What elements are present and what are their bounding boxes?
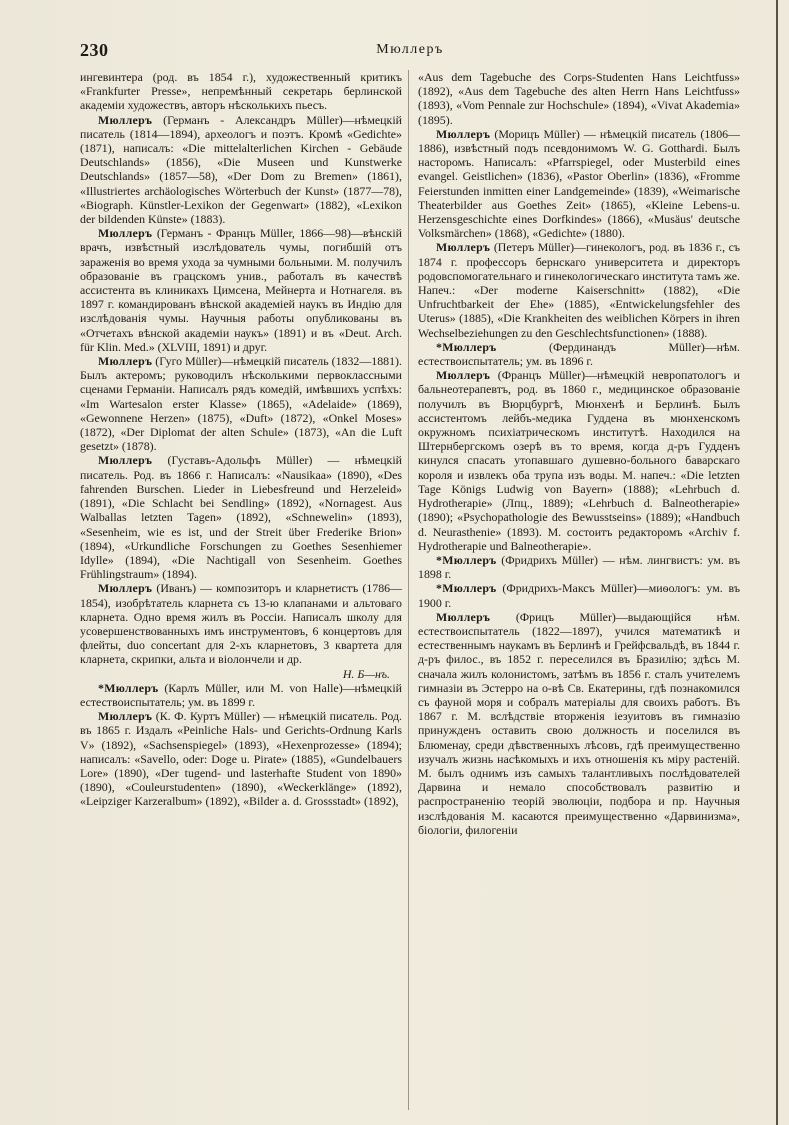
column-divider [408,70,409,1110]
page-binding-edge [776,0,778,1125]
entry-text: (Францъ Müller)—нѣмецкій невропатологъ и бальнеотерапевтъ, род. въ 1860 г., медицинское образованіе получилъ въ Вюрцбургѣ, Мюнхенѣ и Берлинѣ. Былъ ассистентомъ лейбъ-медика Гуддена въ мюнхенскомъ окружномъ психіатрическомъ институтѣ. Находился на Штернбергскомъ озерѣ въ то время, когда д-ръ Гудденъ кинулся спасать утопавшаго душевно-больного баварскаго короля и извлекъ оба трупа изъ воды. М. напеч.: «Die letzten Tage Königs Ludwig von Bayern» (1888); «Lehrbuch d. Hydrotherapie» (Лпц., 1889); «Lehrbuch d. Balneotherapie» (1890); «Psychopathologie des Bewusstseins» (1889); «Handbuch d. Neurasthenie» (1893). М. состоитъ редакторомъ «Archiv f. Hydrotherapie und Balneotherapie». [418,368,740,553]
entry-text: (Гуго Müller)—нѣмецкій писатель (1832—1881). Былъ актеромъ; руководилъ нѣсколькими первоклассными сценами Германіи. Написалъ рядъ комедій, имѣвшихъ успѣхъ: «Im Wartesalon erster Klasse» (1865), «Adelaide» (1869), «Gewonnene Herzen» (1875), «Duft» (1872), «Onkel Moses» (1872), «Der Diplomat der alten Schule» (1873), «An die Luft gesetzt» (1878). [80,354,402,454]
entry-headword: Мюллеръ [436,240,491,255]
entry-headword: Мюллеръ [98,112,153,127]
dictionary-entry [80,709,402,808]
entry-text: (Германъ - Александръ Müller)—нѣмецкій писатель (1814—1894), археологъ и поэтъ. Кромѣ «Gedichte» (1871), написалъ: «Die mittelalterlichen Kirchen - Gebäude Deutschlands» (1856), «Die Museen und Kunstwerke Deutschlands» (1857—58), «Der Dom zu Bremen» (1861), «Illustriertes archäologisches Wörterbuch der Kunst» (1877—78), «Biograph. Künstler-Lexikon der Gegenwart» (1882), «Lexikon der bildenden Künste» (1883). [80,112,402,227]
dictionary-entry [418,368,740,553]
entry-headword: *Мюллеръ [98,680,159,695]
dictionary-entry [80,226,402,354]
entry-text: (Германъ - Францъ Müller, 1866—98)—вѣнскій врачъ, извѣстный изслѣдователь чумы, погибшій отъ зараженія во время ухода за чумными больными. М. получилъ образованіе въ грацскомъ унив., работалъ въ качествѣ ассистента въ клиникахъ Цимсена, Мейнерта и Нотнагеля. въ 1897 г. командированъ вѣнской академіей наукъ въ Индію для изслѣдованія чумы. Научныя работы опубликованы въ «Отчетахъ вѣнской академіи наукъ» (1891) и въ «Deut. Arch. für Klin. Med.» (XLVIII, 1891) и друг. [80,226,402,354]
dictionary-entry [418,610,740,837]
entry-text: (Фрицъ Müller)—выдающійся нѣм. естествоиспытатель (1822—1897), учился математикѣ и естественнымъ наукамъ въ Берлинѣ и Грейфсвальдѣ, въ 1844 г. д-ръ филос., въ 1852 г. переселился въ Бразилію; здѣсь М. сначала жилъ колонистомъ, затѣмъ въ 1856 г. сталъ учителемъ гимназіи въ Эстерро на о-вѣ Св. Екатерины, гдѣ познакомился съ фауной моря и собралъ матеріалы для своихъ работъ. Въ 1867 г. М. вслѣдствіе вторженія іезуитовъ въ гимназію принужденъ оставить свою должность и поселился въ Блюменау, среди дѣвственныхъ лѣсовъ, гдѣ преимущественно изучалъ жизнь насѣкомыхъ и ихъ отношенія къ міру растеній. М. былъ однимъ изъ самыхъ талантливыхъ послѣдователей Дарвина и немало способствовалъ развитію и распространенію теорій эволюціи, подбора и пр. Научныя изслѣдованія М. касаются преимущественно «Дарвинизма», біологіи, филогеніи [418,609,740,837]
dictionary-entry [80,70,402,113]
entry-text: (Фридрихъ-Максъ Müller)—миѳологъ: ум. въ 1900 г. [418,581,740,610]
entry-headword: Мюллеръ [436,609,491,624]
dictionary-entry [418,240,740,339]
dictionary-entry [418,127,740,241]
entry-headword: Мюллеръ [98,453,153,468]
entry-text: (Фердинандъ Müller)—нѣм. естествоиспытатель; ум. въ 1896 г. [418,339,740,369]
entry-headword: *Мюллеръ [436,552,497,567]
dictionary-entry [80,354,402,453]
right-column [418,70,740,837]
dictionary-entry [418,70,740,127]
entry-text: ингевинтера (род. въ 1854 г.), художественный критикъ «Frankfurter Presse», непремѣнный секретарь берлинской академіи художествъ, авторъ нѣсколькихъ пьесъ. [80,70,402,113]
entry-headword: Мюллеръ [436,126,491,141]
author-signature: Н. Б—нъ. [342,666,390,681]
entry-headword: *Мюллеръ [436,339,497,354]
entry-text: (Иванъ) — композиторъ и кларнетистъ (1786—1854), изобрѣтатель кларнета съ 13-ю клапанами и альтоваго кларнета. Одно время жилъ въ Россіи. Написалъ школу для усовершенствованныхъ имъ инструментовъ, 6 концертовъ для флейты, duo concertant для 2-хъ кларнетовъ, 3 квартета для кларнета, скрипки, альта и віолончели и др. [80,581,402,667]
dictionary-entry [80,113,402,227]
dictionary-entry [80,453,402,581]
entry-headword: *Мюллеръ [436,581,497,596]
entry-text: (Фридрихъ Müller) — нѣм. лингвистъ: ум. въ 1898 г. [418,552,740,582]
entry-text: (Морицъ Müller) — нѣмецкій писатель (1806—1886), извѣстный подъ псевдонимомъ W. G. Gotthardi. Былъ насторомъ. Написалъ: «Pfarrspiegel, oder Musterbild eines evangel. Geistlichen» (1836), «Pastor Oberlin» (1836), «Fromme Feierstunden inmitten einer Landgemeinde» (1839), «Weimarische Theaterbilder aus Goethes Zeit» (1865), «Kleine Lebens-u. Herzensgeschichte eines Dorfkindes» (1866), «Musäus' deutsche Volksmärchen» (1868), «Gedichte» (1880). [418,126,740,241]
entry-text: (Карлъ Müller, или М. von Halle)—нѣмецкій естествоиспытатель; ум. въ 1899 г. [80,680,402,709]
dictionary-entry [80,581,402,680]
entry-text: (Петеръ Müller)—гинекологъ, род. въ 1836 г., съ 1874 г. профессоръ бернскаго университета и директоръ родовспомогательнаго и гинекологическаго института тамъ же. Напеч.: «Der moderne Kaiserschnitt» (1882), «Die Unfruchtbarkeit der Ehe» (1885), «Entwickelungsfehler des Uterus» (1885), «Die Krankheiten des weiblichen Körpers in ihren Wechselbeziehungen zu den Geschlechtsfunctionen» (1888). [418,240,740,340]
entry-text: (Густавъ-Адольфъ Müller) — нѣмецкій писатель. Род. въ 1866 г. Написалъ: «Nausikaa» (1890), «Des fahrenden Burschen. Lieder in Liebesfreund und Herzeleid» (1891), «Die Schlacht bei Sendling» (1892), «Nornagest. Aus Walballas letzten Tagen» (1892), «Schnewelin» (1893), «Sesenheim, wie es ist, und der Streit über Frederike Brion» (1894), «Urkundliche Forschungen zu Goethes Sesenhiemer Idylle» (1894), «Die Nachtigall von Sesenheim. Goethes Frühlingstraum» (1894). [80,453,402,582]
entry-headword: Мюллеръ [436,368,491,383]
page-number: 230 [80,40,109,60]
page-header [80,40,740,64]
dictionary-entry [418,340,740,368]
dictionary-entry [80,681,402,709]
dictionary-entry [418,553,740,581]
dictionary-entry [418,581,740,609]
entry-headword: Мюллеръ [98,581,153,596]
left-column [80,70,402,809]
entry-headword: Мюллеръ [98,226,153,241]
entry-headword: Мюллеръ [98,354,153,369]
entry-text: «Aus dem Tagebuche des Corps-Studenten Hans Leichtfuss» (1892), «Aus dem Tagebuche des alten Herrn Hans Leichtfuss» (1893), «Vom Pennale zur Hochschule» (1894), «Vivat Akademia» (1895). [418,70,740,127]
running-head: Мюллеръ [376,42,444,57]
entry-headword: Мюллеръ [98,709,153,724]
entry-text: (К. Ф. Куртъ Müller) — нѣмецкій писатель. Род. въ 1865 г. Издалъ «Peinliche Hals- und Gerichts-Ordnung Karls V» (1892), «Sachsenspiegel» (1893), «Hexenprozesse» (1894); написалъ: «Savello, oder: Doge u. Pirate» (1885), «Gundelbauers Lore» (1890), «Der tugend- und lasterhafte Student von 1890» (1890), «Couleurstudenten» (1890), «Weckerklänge» (1892), «Leipziger Karzeralbum» (1892), «Bilder a. d. Grossstadt» (1892), [80,709,402,809]
